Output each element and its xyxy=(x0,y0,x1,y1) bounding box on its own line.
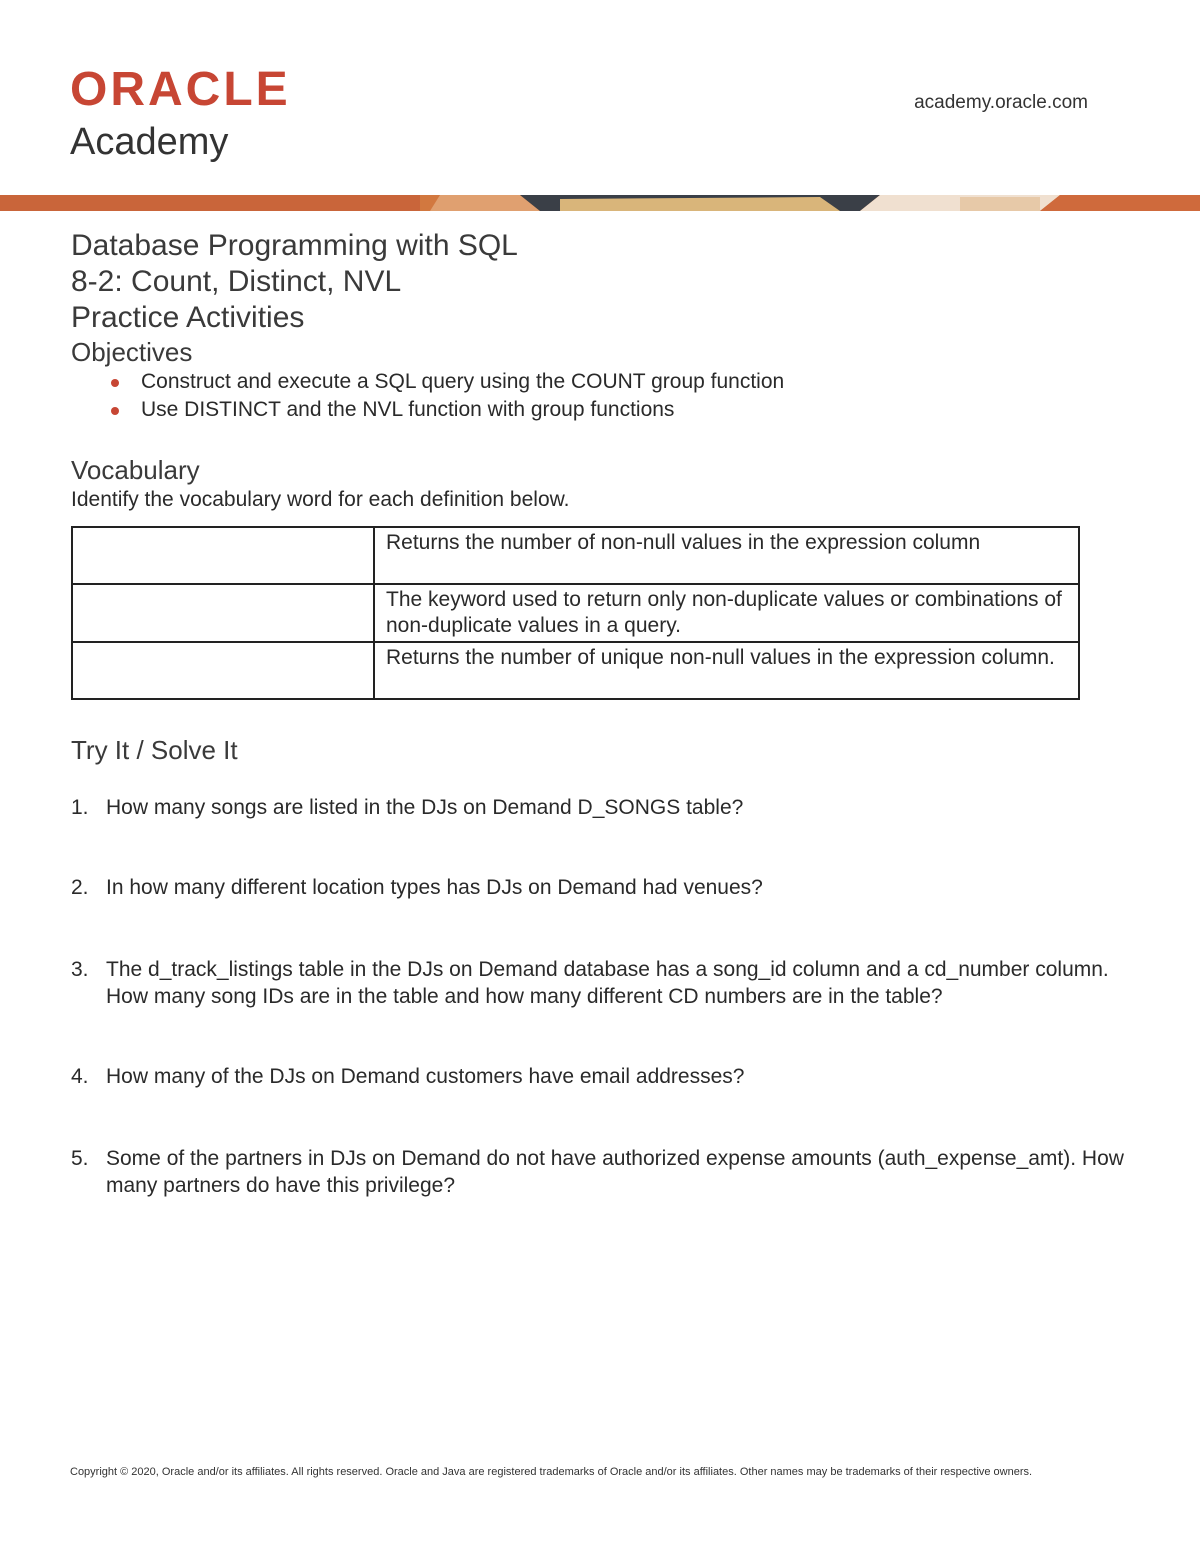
objective-item xyxy=(71,368,1131,396)
decorative-banner xyxy=(0,195,1200,211)
vocabulary-row xyxy=(72,584,1079,642)
objective-text: Construct and execute a SQL query using the COUNT group function xyxy=(141,370,785,393)
question-item xyxy=(71,1145,1131,1199)
question-text: In how many different location types has DJs on Demand had venues? xyxy=(106,876,763,899)
bullet-icon xyxy=(111,379,119,387)
question-item xyxy=(71,1063,1131,1090)
question-item xyxy=(71,956,1131,1010)
objectives-list xyxy=(71,368,1131,424)
question-number: 2. xyxy=(71,876,89,899)
copyright-footer: Copyright © 2020, Oracle and/or its affiliates. All rights reserved. Oracle and Java are registered trademarks of Oracle and/or its affiliates. Other names may be trademarks of their respective owners. xyxy=(70,1466,1033,1478)
vocabulary-answer-cell[interactable] xyxy=(72,584,374,642)
questions-list xyxy=(71,794,1131,1199)
objectives-heading: Objectives xyxy=(71,337,193,367)
oracle-academy-logo xyxy=(70,62,291,164)
vocabulary-answer-cell[interactable] xyxy=(72,642,374,699)
question-item xyxy=(71,874,1131,901)
objective-text: Use DISTINCT and the NVL function with group functions xyxy=(141,398,675,421)
question-text: The d_track_listings table in the DJs on Demand database has a song_id column and a cd_number column. How many song IDs are in the table and how many different CD numbers are in the table? xyxy=(106,958,1109,1008)
vocabulary-answer-cell[interactable] xyxy=(72,527,374,584)
question-text: How many of the DJs on Demand customers have email addresses? xyxy=(106,1065,745,1088)
question-number: 3. xyxy=(71,958,89,981)
question-number: 5. xyxy=(71,1147,89,1170)
objective-item xyxy=(71,396,1131,424)
vocabulary-intro: Identify the vocabulary word for each definition below. xyxy=(71,488,570,511)
vocabulary-definition: Returns the number of unique non-null values in the expression column. xyxy=(374,642,1079,699)
question-number: 1. xyxy=(71,796,89,819)
main-content xyxy=(71,228,1131,1199)
site-url: academy.oracle.com xyxy=(914,92,1088,113)
vocabulary-definition: The keyword used to return only non-duplicate values or combinations of non-duplicate values in a query. xyxy=(374,584,1079,642)
vocabulary-row xyxy=(72,642,1079,699)
logo-wordmark: ORACLE xyxy=(70,63,291,116)
try-it-heading: Try It / Solve It xyxy=(71,735,238,765)
vocabulary-definition: Returns the number of non-null values in the expression column xyxy=(374,527,1079,584)
question-number: 4. xyxy=(71,1065,89,1088)
activity-type: Practice Activities xyxy=(71,301,305,334)
course-title: Database Programming with SQL xyxy=(71,229,518,262)
vocabulary-table xyxy=(71,526,1080,700)
logo-subtitle: Academy xyxy=(70,121,229,163)
question-item xyxy=(71,794,1131,821)
lesson-title: 8-2: Count, Distinct, NVL xyxy=(71,265,402,298)
question-text: Some of the partners in DJs on Demand do not have authorized expense amounts (auth_expense_amt). How many partners do have this privilege? xyxy=(106,1147,1124,1197)
vocabulary-row xyxy=(72,527,1079,584)
bullet-icon xyxy=(111,407,119,415)
vocabulary-heading: Vocabulary xyxy=(71,455,200,485)
question-text: How many songs are listed in the DJs on Demand D_SONGS table? xyxy=(106,796,744,819)
